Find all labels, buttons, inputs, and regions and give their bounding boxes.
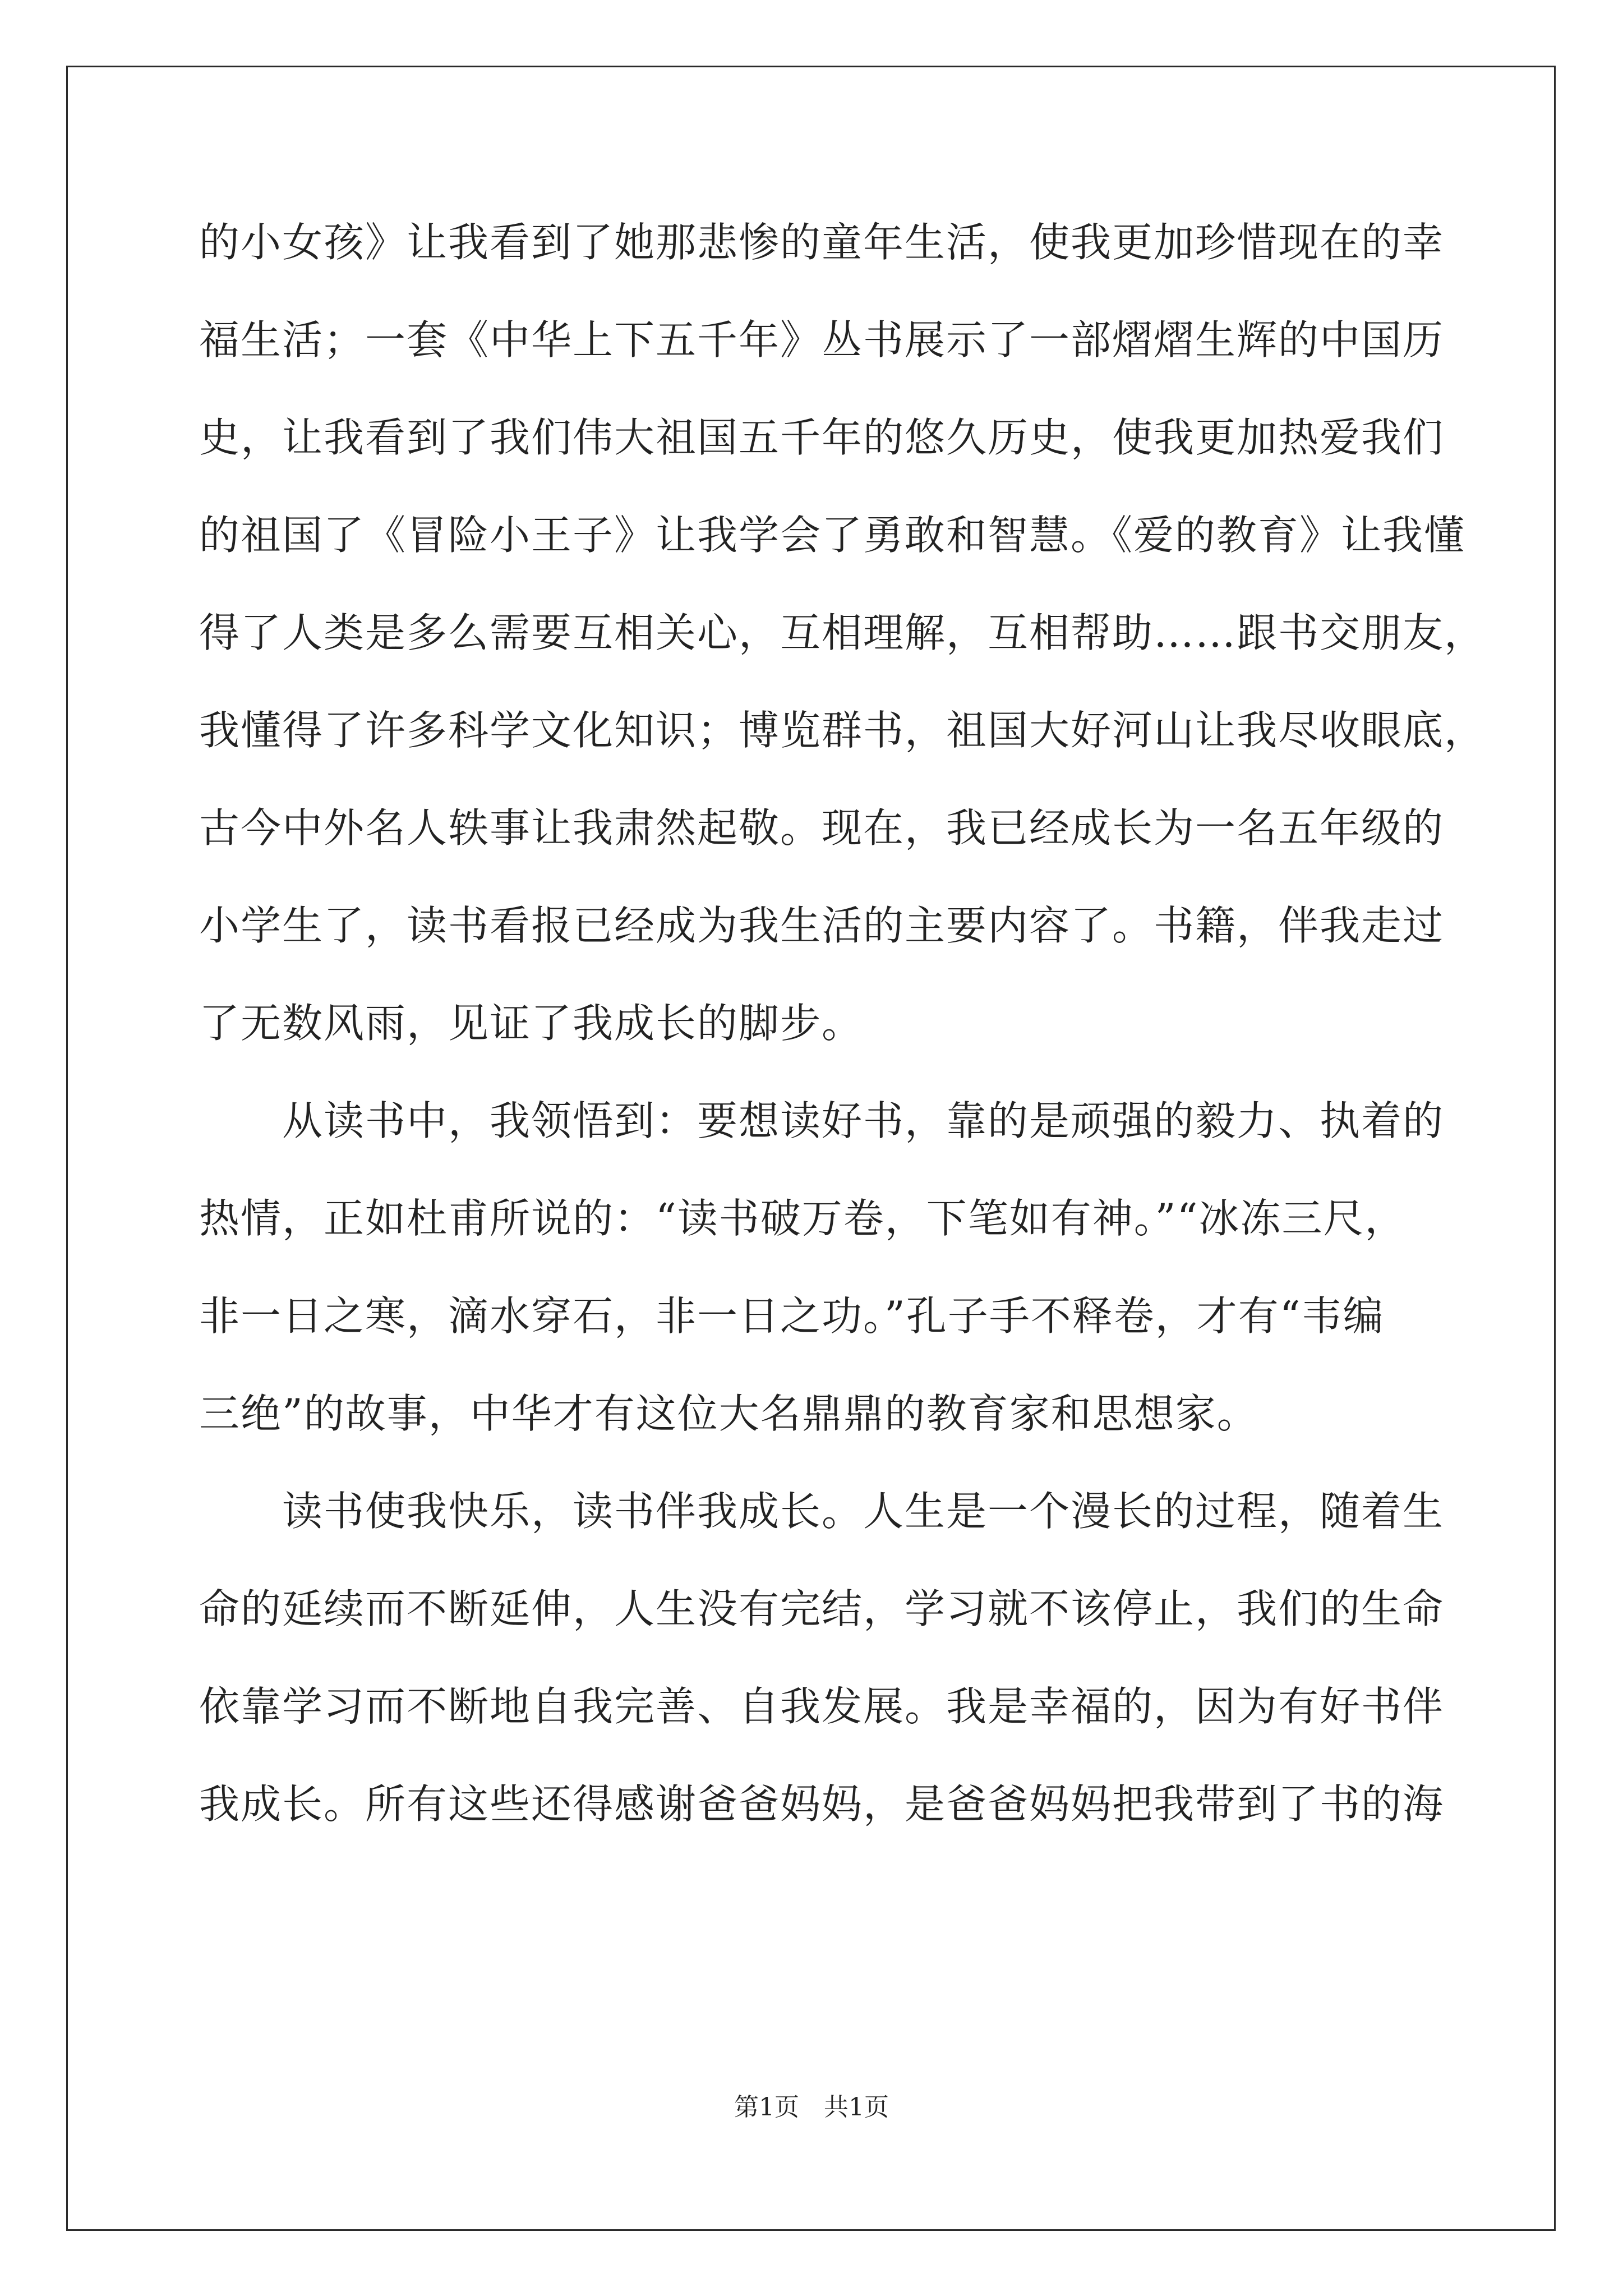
text-line: 三绝”的故事，中华才有这位大名鼎鼎的教育家和思想家。 [199, 1390, 1258, 1437]
page-number-footer: 第1页 共1页 [734, 2093, 889, 2122]
text-line: 从读书中，我领悟到：要想读好书，靠的是顽强的毅力、执着的 [199, 1097, 1445, 1144]
text-line: 得了人类是多么需要互相关心，互相理解，互相帮助……跟书交朋友， [199, 609, 1486, 656]
text-line: 读书使我快乐，读书伴我成长。人生是一个漫长的过程，随着生 [199, 1488, 1445, 1535]
text-line: 依靠学习而不断地自我完善、自我发展。我是幸福的，因为有好书伴 [199, 1683, 1445, 1730]
text-line: 我懂得了许多科学文化知识；博览群书，祖国大好河山让我尽收眼底， [199, 707, 1486, 754]
text-line: 热情，正如杜甫所说的：“读书破万卷，下笔如有神。”“冰冻三尺， [199, 1195, 1407, 1242]
text-line: 我成长。所有这些还得感谢爸爸妈妈，是爸爸妈妈把我带到了书的海 [199, 1780, 1445, 1828]
text-line: 古今中外名人轶事让我肃然起敬。现在，我已经成长为一名五年级的 [199, 804, 1445, 852]
text-line: 小学生了，读书看报已经成为我生活的主要内容了。书籍，伴我走过 [199, 902, 1445, 949]
text-line: 非一日之寒，滴水穿石，非一日之功。”孔子手不释卷，才有“韦编 [199, 1292, 1385, 1340]
text-line: 了无数风雨，见证了我成长的脚步。 [199, 1000, 864, 1047]
text-line: 史，让我看到了我们伟大祖国五千年的悠久历史，使我更加热爱我们 [199, 414, 1445, 461]
text-line: 的小女孩》让我看到了她那悲惨的童年生活，使我更加珍惜现在的幸 [199, 219, 1445, 266]
text-line: 的祖国了《冒险小王子》让我学会了勇敢和智慧。《爱的教育》让我懂 [199, 512, 1466, 559]
text-line: 福生活；一套《中华上下五千年》丛书展示了一部熠熠生辉的中国历 [199, 316, 1445, 364]
text-line: 命的延续而不断延伸，人生没有完结，学习就不该停止，我们的生命 [199, 1585, 1445, 1632]
